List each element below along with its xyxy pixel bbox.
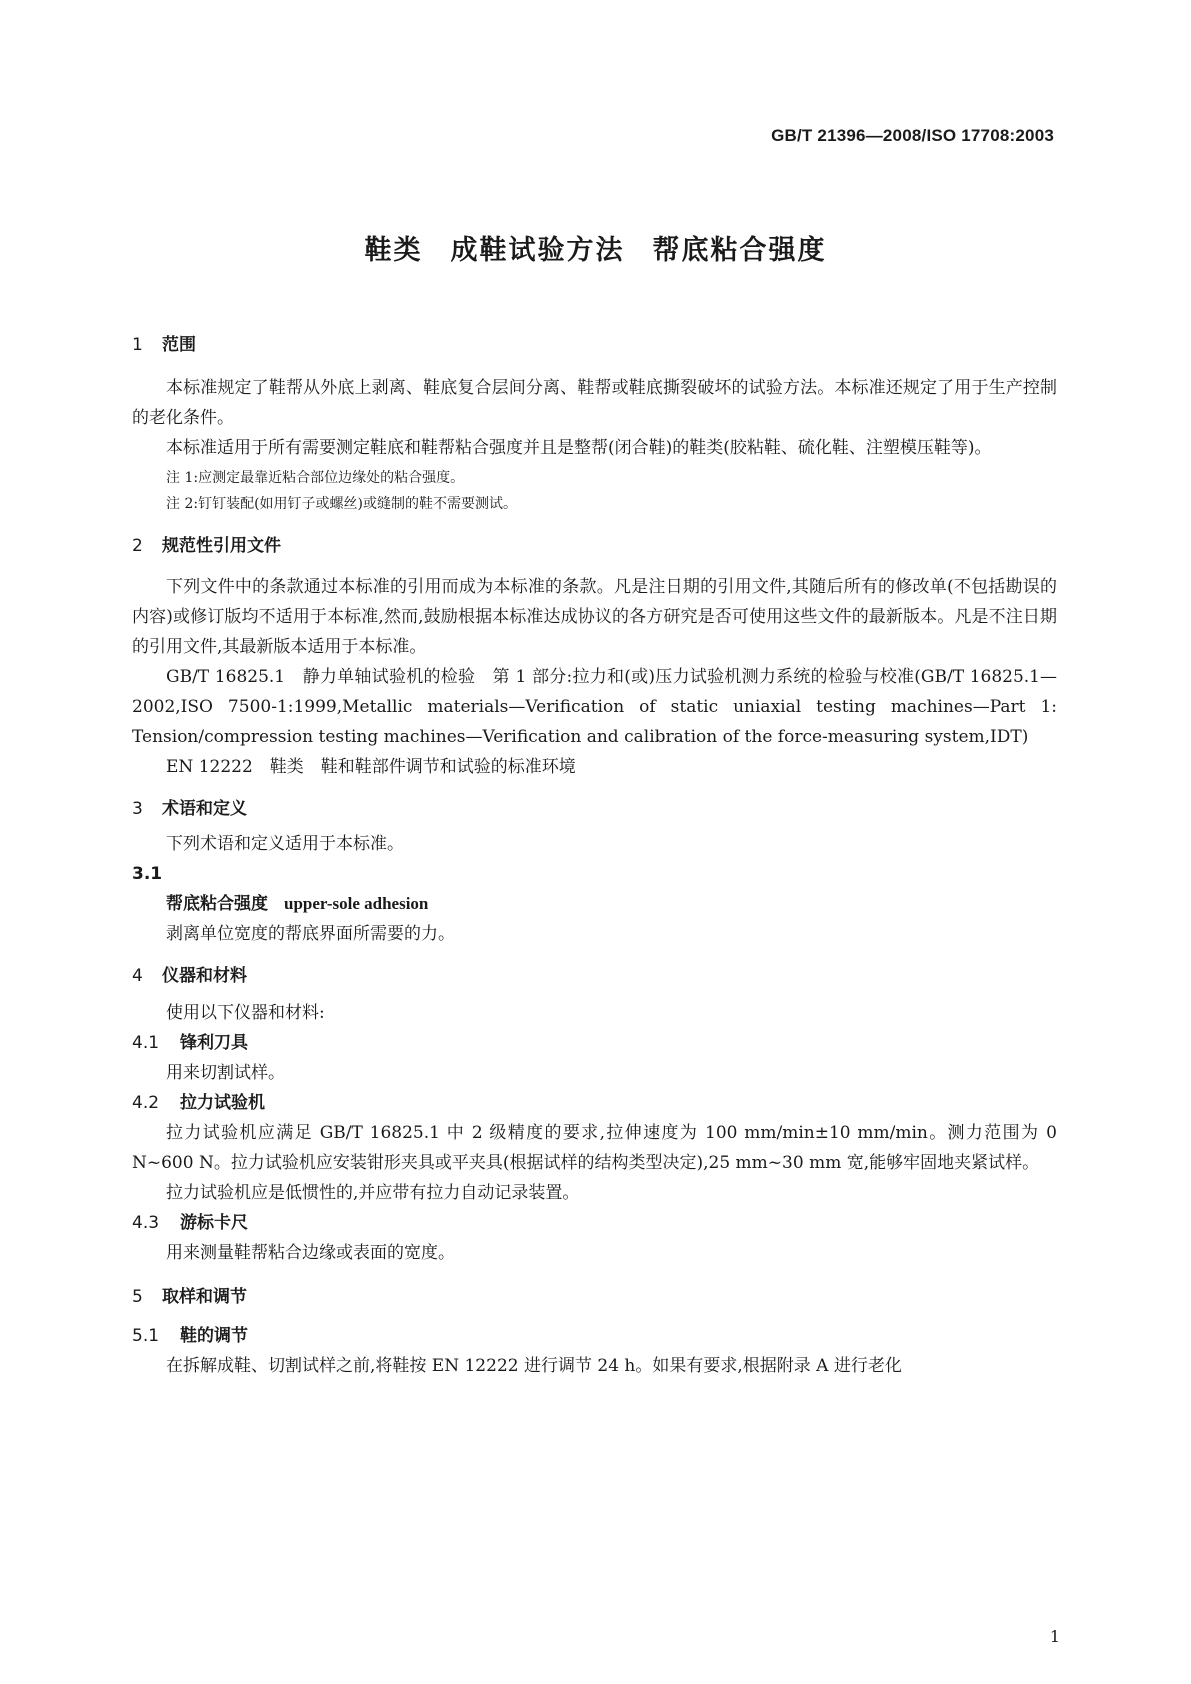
section-4-1-text: 用来切割试样。 bbox=[166, 1063, 285, 1083]
term-definition: 剥离单位宽度的帮底界面所需要的力。 bbox=[166, 924, 455, 944]
title-part-1: 鞋类 bbox=[364, 235, 423, 266]
section-4-paragraph-1: 使用以下仪器和材料: bbox=[166, 1003, 325, 1023]
standard-number: GB/T 21396—2008/ISO 17708:2003 bbox=[771, 126, 1054, 145]
section-3-paragraph-1: 下列术语和定义适用于本标准。 bbox=[166, 834, 404, 854]
term-english: upper-sole adhesion bbox=[284, 894, 429, 913]
section-4-2-paragraph-2: 拉力试验机应是低惯性的,并应带有拉力自动记录装置。 bbox=[166, 1183, 580, 1203]
section-1-note-1: 注 1:应测定最靠近粘合部位边缘处的粘合强度。 bbox=[166, 470, 465, 486]
section-4-heading: 4 仪器和材料 bbox=[132, 966, 247, 986]
section-1-heading: 1 范围 bbox=[132, 335, 196, 355]
section-4-2-paragraph-1: 拉力试验机应满足 GB/T 16825.1 中 2 级精度的要求,拉伸速度为 100 mm/min±10 mm/min。测力范围为 0 N~600 N。拉力试验机应安装钳形夹具或平夹具(根据试样的结构类型决定),25 mm~30 mm 宽,能够牢固地夹紧试样。 bbox=[132, 1123, 1057, 1173]
section-1-paragraph-2: 本标准适用于所有需要测定鞋底和鞋帮粘合强度并且是整帮(闭合鞋)的鞋类(胶粘鞋、硫化鞋、注塑模压鞋等)。 bbox=[166, 438, 992, 458]
term-line bbox=[132, 889, 1057, 919]
section-4-2-heading: 4.2 拉力试验机 bbox=[132, 1093, 265, 1113]
section-5-heading: 5 取样和调节 bbox=[132, 1287, 247, 1307]
section-4-1-heading: 4.1 锋利刀具 bbox=[132, 1033, 248, 1053]
section-3-1-number: 3.1 bbox=[132, 864, 163, 884]
document-body bbox=[132, 330, 1057, 1381]
section-5-1-text: 在拆解成鞋、切割试样之前,将鞋按 EN 12222 进行调节 24 h。如果有要求,根据附录 A 进行老化 bbox=[166, 1356, 902, 1376]
section-1-note-2: 注 2:钉钉装配(如用钉子或螺丝)或缝制的鞋不需要测试。 bbox=[166, 496, 517, 512]
section-4-3-heading: 4.3 游标卡尺 bbox=[132, 1213, 248, 1233]
section-4-3-text: 用来测量鞋帮粘合边缘或表面的宽度。 bbox=[166, 1243, 455, 1263]
section-1-paragraph-1: 本标准规定了鞋帮从外底上剥离、鞋底复合层间分离、鞋帮或鞋底撕裂破坏的试验方法。本标准还规定了用于生产控制的老化条件。 bbox=[132, 378, 1057, 428]
title-part-2: 成鞋试验方法 bbox=[450, 235, 625, 266]
document-title bbox=[0, 228, 1191, 267]
term-chinese: 帮底粘合强度 bbox=[166, 894, 268, 914]
section-2-heading: 2 规范性引用文件 bbox=[132, 536, 281, 556]
page-number: 1 bbox=[1049, 1627, 1060, 1646]
reference-gbt-16825-1: GB/T 16825.1 静力单轴试验机的检验 第 1 部分:拉力和(或)压力试验机测力系统的检验与校准(GB/T 16825.1—2002,ISO 7500-1:1999,Metallic materials—Verification of static uniaxial testing machines—Part 1: Tension/compression testing machines—Verification and calibration of the force-measuring system,IDT) bbox=[132, 667, 1057, 747]
section-5-1-heading: 5.1 鞋的调节 bbox=[132, 1326, 248, 1346]
section-2-paragraph-1: 下列文件中的条款通过本标准的引用而成为本标准的条款。凡是注日期的引用文件,其随后所有的修改单(不包括勘误的内容)或修订版均不适用于本标准,然而,鼓励根据本标准达成协议的各方研究是否可使用这些文件的最新版本。凡是不注日期的引用文件,其最新版本适用于本标准。 bbox=[132, 577, 1057, 657]
title-part-3: 帮底粘合强度 bbox=[652, 235, 827, 266]
section-3-heading: 3 术语和定义 bbox=[132, 799, 247, 819]
reference-en-12222: EN 12222 鞋类 鞋和鞋部件调节和试验的标准环境 bbox=[166, 757, 576, 777]
